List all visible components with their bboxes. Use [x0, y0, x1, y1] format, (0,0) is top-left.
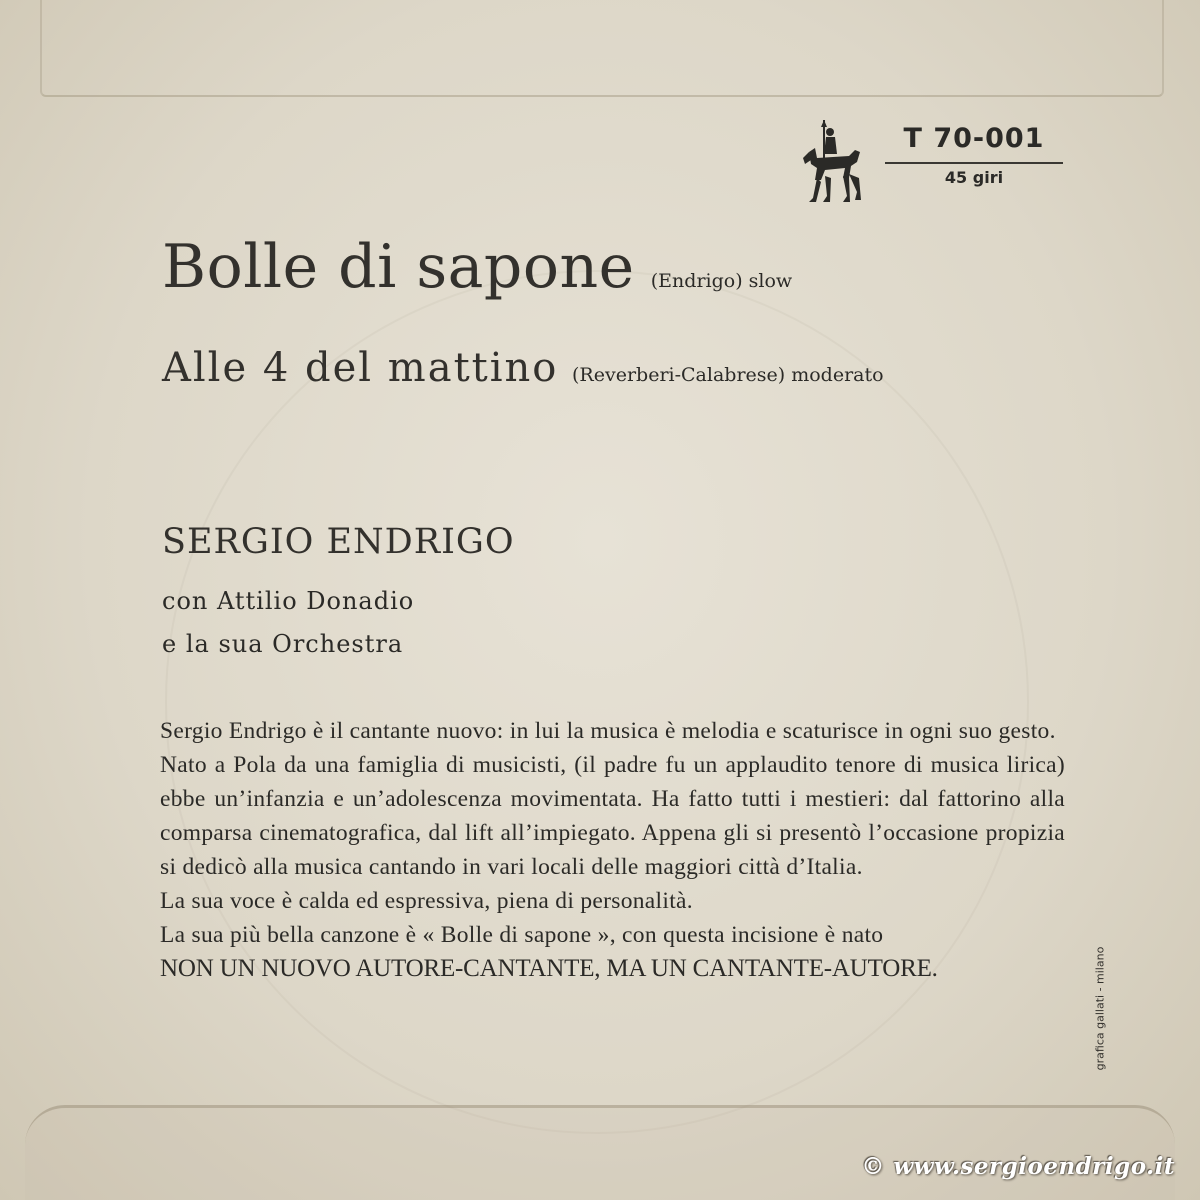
track-1-title: Bolle di sapone	[162, 232, 635, 302]
bio-paragraph: La sua voce è calda ed espressiva, piena di personalità.	[160, 888, 693, 914]
record-speed: 45 giri	[944, 168, 1004, 187]
bio-paragraph: La sua più bella canzone è « Bolle di sapone », con questa incisione è nato	[160, 922, 884, 948]
track-2-credit: (Reverberi-Calabrese) moderato	[572, 364, 884, 386]
track-2-title: Alle 4 del mattino	[162, 345, 559, 391]
catalog-number: T 70-001	[903, 123, 1045, 154]
biography-text	[160, 714, 1065, 986]
track-1	[162, 232, 792, 302]
website-watermark: © www.sergioendrigo.it	[861, 1153, 1175, 1180]
bio-closing-line: NON UN NUOVO AUTORE-CANTANTE, MA UN CANTANTE-AUTORE.	[160, 955, 938, 982]
bio-paragraph: Nato a Pola da una famiglia di musicisti, (il padre fu un applaudito tenore di musica lirica) ebbe un’infanzia e un’adolescenza movimentata. Ha fatto tutti i mestieri: dal fattorino alla comparsa cinematografica, dal lift all’impiegato. Appena gli si presentò l’occasione propizia si dedicò alla musica cantando in vari locali delle maggiori città d’Italia.	[160, 752, 1065, 880]
orchestra-line-1: con Attilio Donadio	[162, 587, 415, 615]
track-2	[162, 345, 884, 391]
disc-ring-wear	[165, 270, 1029, 1134]
knight-on-horse-icon	[797, 118, 863, 206]
artist-name: SERGIO ENDRIGO	[162, 522, 515, 562]
orchestra-line-2: e la sua Orchestra	[162, 630, 404, 658]
printer-credit: grafica gallati - milano	[1093, 946, 1107, 1071]
sleeve-top-flap	[40, 0, 1164, 97]
bio-paragraph: Sergio Endrigo è il cantante nuovo: in lui la musica è melodia e scaturisce in ogni suo gesto.	[160, 718, 1056, 744]
track-1-credit: (Endrigo) slow	[650, 270, 793, 292]
catalog-divider	[885, 162, 1063, 164]
